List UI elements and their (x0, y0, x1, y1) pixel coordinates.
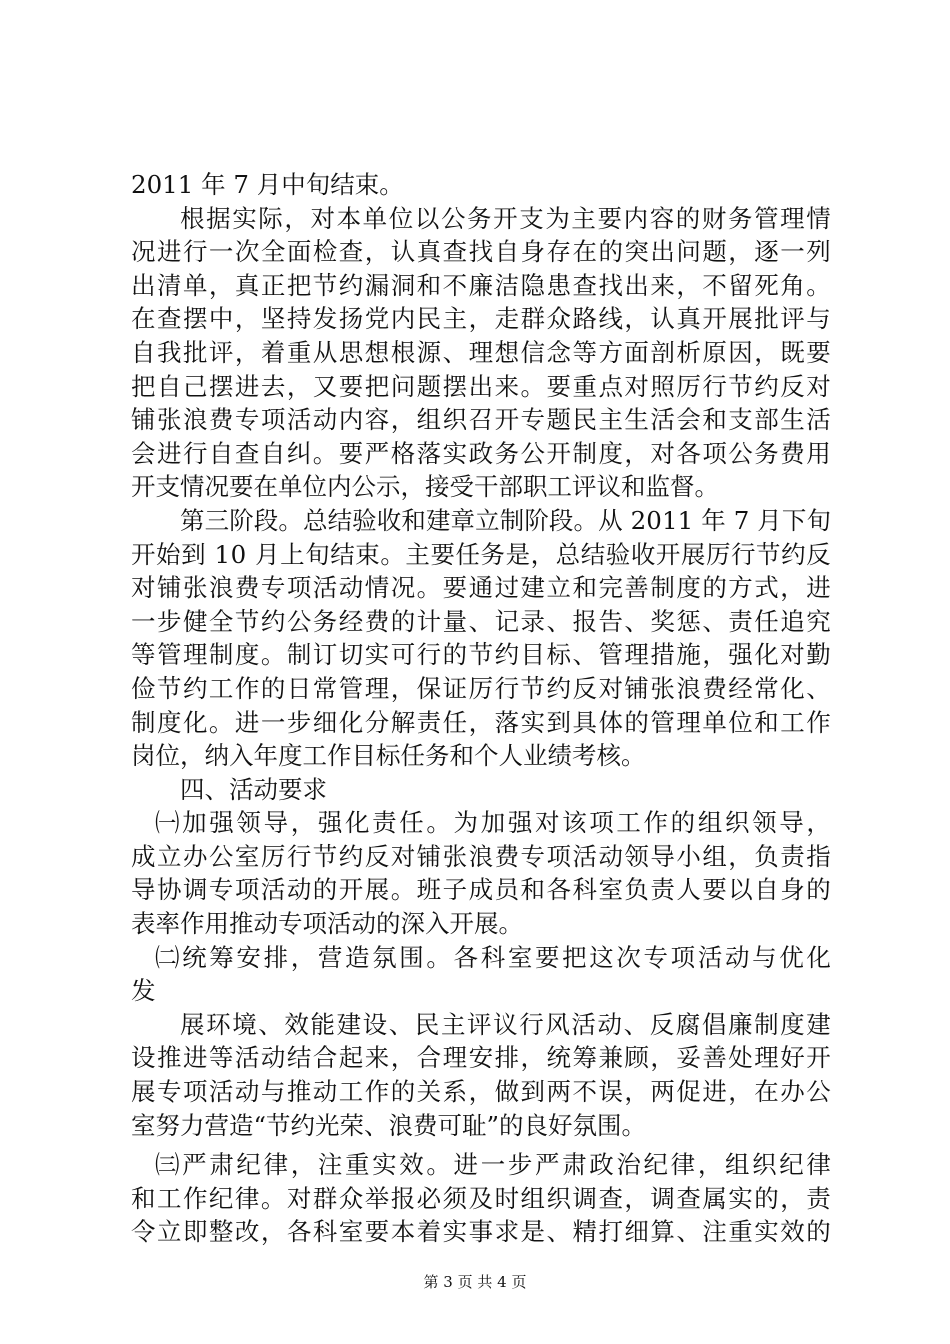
text-line: 况 进 行 一 次 全 面 检 查 ， 认 真 查 找 自 身 存 在 的 突 出 问 题 ， 逐 一 列 (131, 237, 831, 267)
text-line: 导 协 调 专 项 活 动 的 开 展 。 班 子 成 员 和 各 科 室 负 责 人 要 以 自 身 的 (131, 875, 831, 905)
text-line: 2011 年 7 月中旬结束。 (131, 170, 404, 199)
text-line: 铺 张 浪 费 专 项 活 动 内 容 ， 组 织 召 开 专 题 民 主 生 活 会 和 支 部 生 活 (131, 405, 831, 435)
text-line: ㈢ 严 肃 纪 律 ， 注 重 实 效 。 进 一 步 严 肃 政 治 纪 律 ， 组 织 纪 律 (155, 1150, 831, 1180)
text-line: ㈡ 统 筹 安 排 ， 营 造 氛 围 。 各 科 室 要 把 这 次 专 项 活 动 与 优 化 (155, 942, 831, 972)
text-line: ㈠ 加 强 领 导 ， 强 化 责 任 。 为 加 强 对 该 项 工 作 的 组 织 领 导 ， (155, 808, 831, 838)
text-line: 室努力营造“节约光荣、浪费可耻”的良好氛围。 (131, 1110, 647, 1140)
text-line: 等 管 理 制 度 。 制 订 切 实 可 行 的 节 约 目 标 、 管 理 措 施 ， 强 化 对 勤 (131, 640, 831, 670)
text-line: 设 推 进 等 活 动 结 合 起 来 ， 合 理 安 排 ， 统 筹 兼 顾 ， 妥 善 处 理 好 开 (131, 1043, 831, 1073)
text-line: 把 自 己 摆 进 去 ， 又 要 把 问 题 摆 出 来 。 要 重 点 对 照 厉 行 节 约 反 对 (131, 371, 831, 401)
text-line: 展 专 项 活 动 与 推 动 工 作 的 关 系 ， 做 到 两 不 误 ， 两 促 进 ， 在 办 公 (131, 1077, 831, 1107)
text-line: 出 清 单 ， 真 正 把 节 约 漏 洞 和 不 廉 洁 隐 患 查 找 出 来 ， 不 留 死 角 。 (131, 270, 831, 300)
text-line: 根 据 实 际 ， 对 本 单 位 以 公 务 开 支 为 主 要 内 容 的 财 务 管 理 情 (180, 203, 831, 233)
section-heading: 四、活动要求 (180, 774, 327, 804)
text-line: 成 立 办 公 室 厉 行 节 约 反 对 铺 张 浪 费 专 项 活 动 领 导 小 组 ， 负 责 指 (131, 841, 831, 871)
text-line: 岗位，纳入年度工作目标任务和个人业绩考核。 (131, 741, 646, 771)
text-line: 展 环 境 、 效 能 建 设 、 民 主 评 议 行 风 活 动 、 反 腐 倡 廉 制 度 建 (180, 1009, 831, 1039)
text-line: 制 度 化 。 进 一 步 细 化 分 解 责 任 ， 落 实 到 具 体 的 管 理 单 位 和 工 作 (131, 707, 831, 737)
text-line: 令 立 即 整 改 ， 各 科 室 要 本 着 实 事 求 是 、 精 打 细 算 、 注 重 实 效 的 (131, 1217, 831, 1247)
text-line: 开 始 到 1 0 月 上 旬 结 束 。 主 要 任 务 是 ， 总 结 验 收 开 展 厉 行 节 约 反 (131, 539, 831, 569)
text-line: 一 步 健 全 节 约 公 务 经 费 的 计 量 、 记 录 、 报 告 、 奖 惩 、 责 任 追 究 (131, 606, 831, 636)
text-line: 俭 节 约 工 作 的 日 常 管 理 ， 保 证 厉 行 节 约 反 对 铺 张 浪 费 经 常 化 、 (131, 673, 831, 703)
text-line: 和 工 作 纪 律 。 对 群 众 举 报 必 须 及 时 组 织 调 查 ， 调 查 属 实 的 ， 责 (131, 1183, 831, 1213)
text-line: 对 铺 张 浪 费 专 项 活 动 情 况 。 要 通 过 建 立 和 完 善 制 度 的 方 式 ， 进 (131, 573, 831, 603)
page-number-footer: 第 3 页 共 4 页 (423, 1273, 527, 1291)
text-line: 在 查 摆 中 ， 坚 持 发 扬 党 内 民 主 ， 走 群 众 路 线 ， 认 真 开 展 批 评 与 (131, 304, 831, 334)
text-line: 第 三 阶 段 。 总 结 验 收 和 建 章 立 制 阶 段 。 从 2 0 1 1 年 7 月 下 旬 (180, 505, 831, 535)
text-line: 会 进 行 自 查 自 纠 。 要 严 格 落 实 政 务 公 开 制 度 ， 对 各 项 公 务 费 用 (131, 438, 831, 468)
text-line: 表率作用推动专项活动的深入开展。 (131, 909, 523, 939)
text-line: 自 我 批 评 ， 着 重 从 思 想 根 源 、 理 想 信 念 等 方 面 剖 析 原 因 ， 既 要 (131, 337, 831, 367)
text-line: 开支情况要在单位内公示，接受干部职工评议和监督。 (131, 472, 719, 502)
document-body (131, 168, 831, 1249)
text-line: 发 (131, 976, 156, 1006)
